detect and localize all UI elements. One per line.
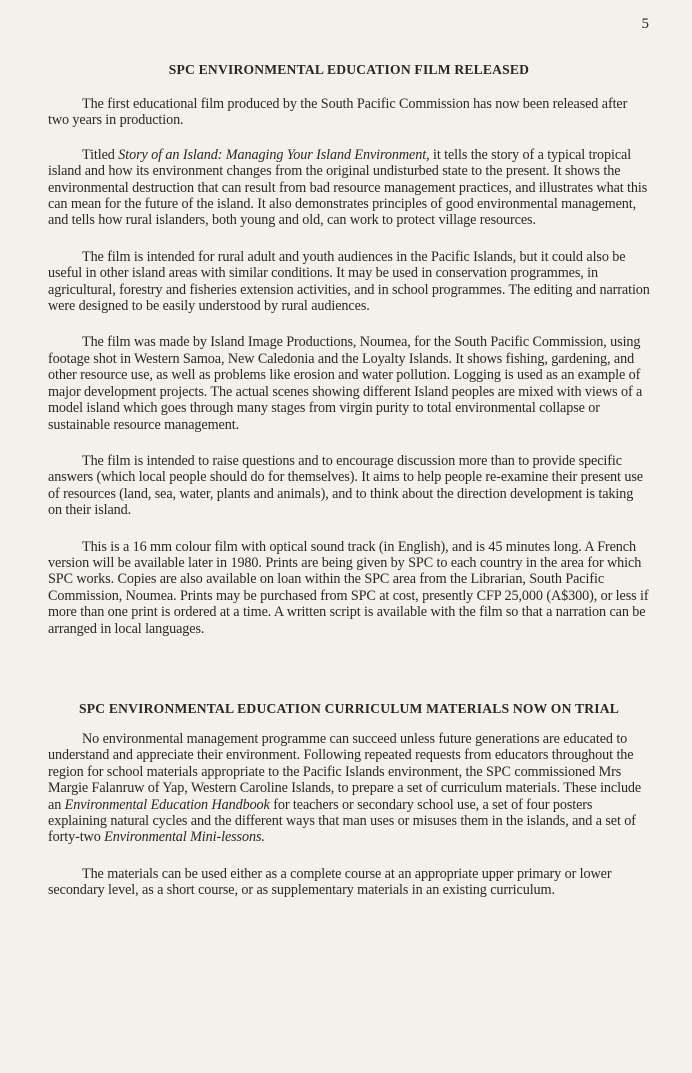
paragraph: The first educational film produced by the South Pacific Commission has now been released after two years in production. <box>48 96 628 129</box>
paragraph: The film is intended for rural adult and youth audiences in the Pacific Islands, but it could also be useful in other island areas with similar conditions. It may be used in conservation programmes, in agricultural, forestry and fisheries extension activities, and in school programmes. The editing and narration were designed to be easily understood by rural audiences. <box>48 248 650 315</box>
section-title-curriculum: SPC ENVIRONMENTAL EDUCATION CURRICULUM MATERIALS NOW ON TRIAL <box>78 700 620 716</box>
paragraph: The materials can be used either as a complete course at an appropriate upper primary or lower secondary level, as a short course, or as supplementary materials in an existing curriculum. <box>48 865 612 899</box>
paragraph: The film was made by Island Image Productions, Noumea, for the South Pacific Commission, using footage shot in Western Samoa, New Caledonia and the Loyalty Islands. It shows fishing, gardening, and other resource use, as well as problems like erosion and water pollution. Logging is used as an example of major development projects. The actual scenes showing different Island peoples are mixed with views of a model island which goes through many stages from virgin purity to total environmental collapse or sustainable resource management. <box>48 334 643 433</box>
page-number: 5 <box>641 16 649 32</box>
paragraph <box>48 147 650 229</box>
paragraph: The film is intended to raise questions and to encourage discussion more than to provide specific answers (which local people should do for themselves). It aims to help people re-examine their present use of resources (land, sea, water, plants and animals), and to think about the direction development is taking on their island. <box>48 452 643 519</box>
page-content <box>48 62 650 917</box>
paragraph: This is a 16 mm colour film with optical sound track (in English), and is 45 minutes long. A French version will be available later in 1980. Prints are being given by SPC to each country in the area for which SPC works. Copies are also available on loan within the SPC area from the Librarian, South Pacific Commission, Noumea. Prints may be purchased from SPC at cost, presently CFP 25,000 (A$300), or less if more than one print is ordered at a time. A written script is available with the film so that a narration can be arranged in local languages. <box>48 538 649 637</box>
text-span: Titled <box>82 146 119 163</box>
handbook-title: Environmental Education Handbook <box>64 796 270 813</box>
film-title: Story of an Island: Managing Your Island Environment, <box>118 146 430 163</box>
mini-lessons-title: Environmental Mini-lessons. <box>104 829 265 846</box>
paragraph <box>48 731 650 846</box>
text-span: for teachers or secondary school use, a set of four posters explaining natural cycles and the different ways that man uses or misuses them in the islands, and a set of forty-two <box>48 796 636 846</box>
text-span: No environmental management programme can succeed unless future generations are educated to understand and appreciate their environment. Following repeated requests from educators throughout the region for school materials appropriate to the Pacific Islands environment, the SPC commissioned Mrs Margie Falanruw of Yap, Western Caroline Islands, to prepare a set of curriculum materials. These include an <box>48 730 642 813</box>
text-span: it tells the story of a typical tropical island and how its environment changes from the original undisturbed state to the present. It shows the environmental destruction that can result from bad resource management practices, and illustrates what this can mean for the future of the island. It also demonstrates principles of good environmental management, and tells how rural islanders, both young and old, can work to protect village resources. <box>48 146 648 229</box>
section-title-film: SPC ENVIRONMENTAL EDUCATION FILM RELEASED <box>168 62 530 77</box>
section-spacer <box>48 655 650 701</box>
